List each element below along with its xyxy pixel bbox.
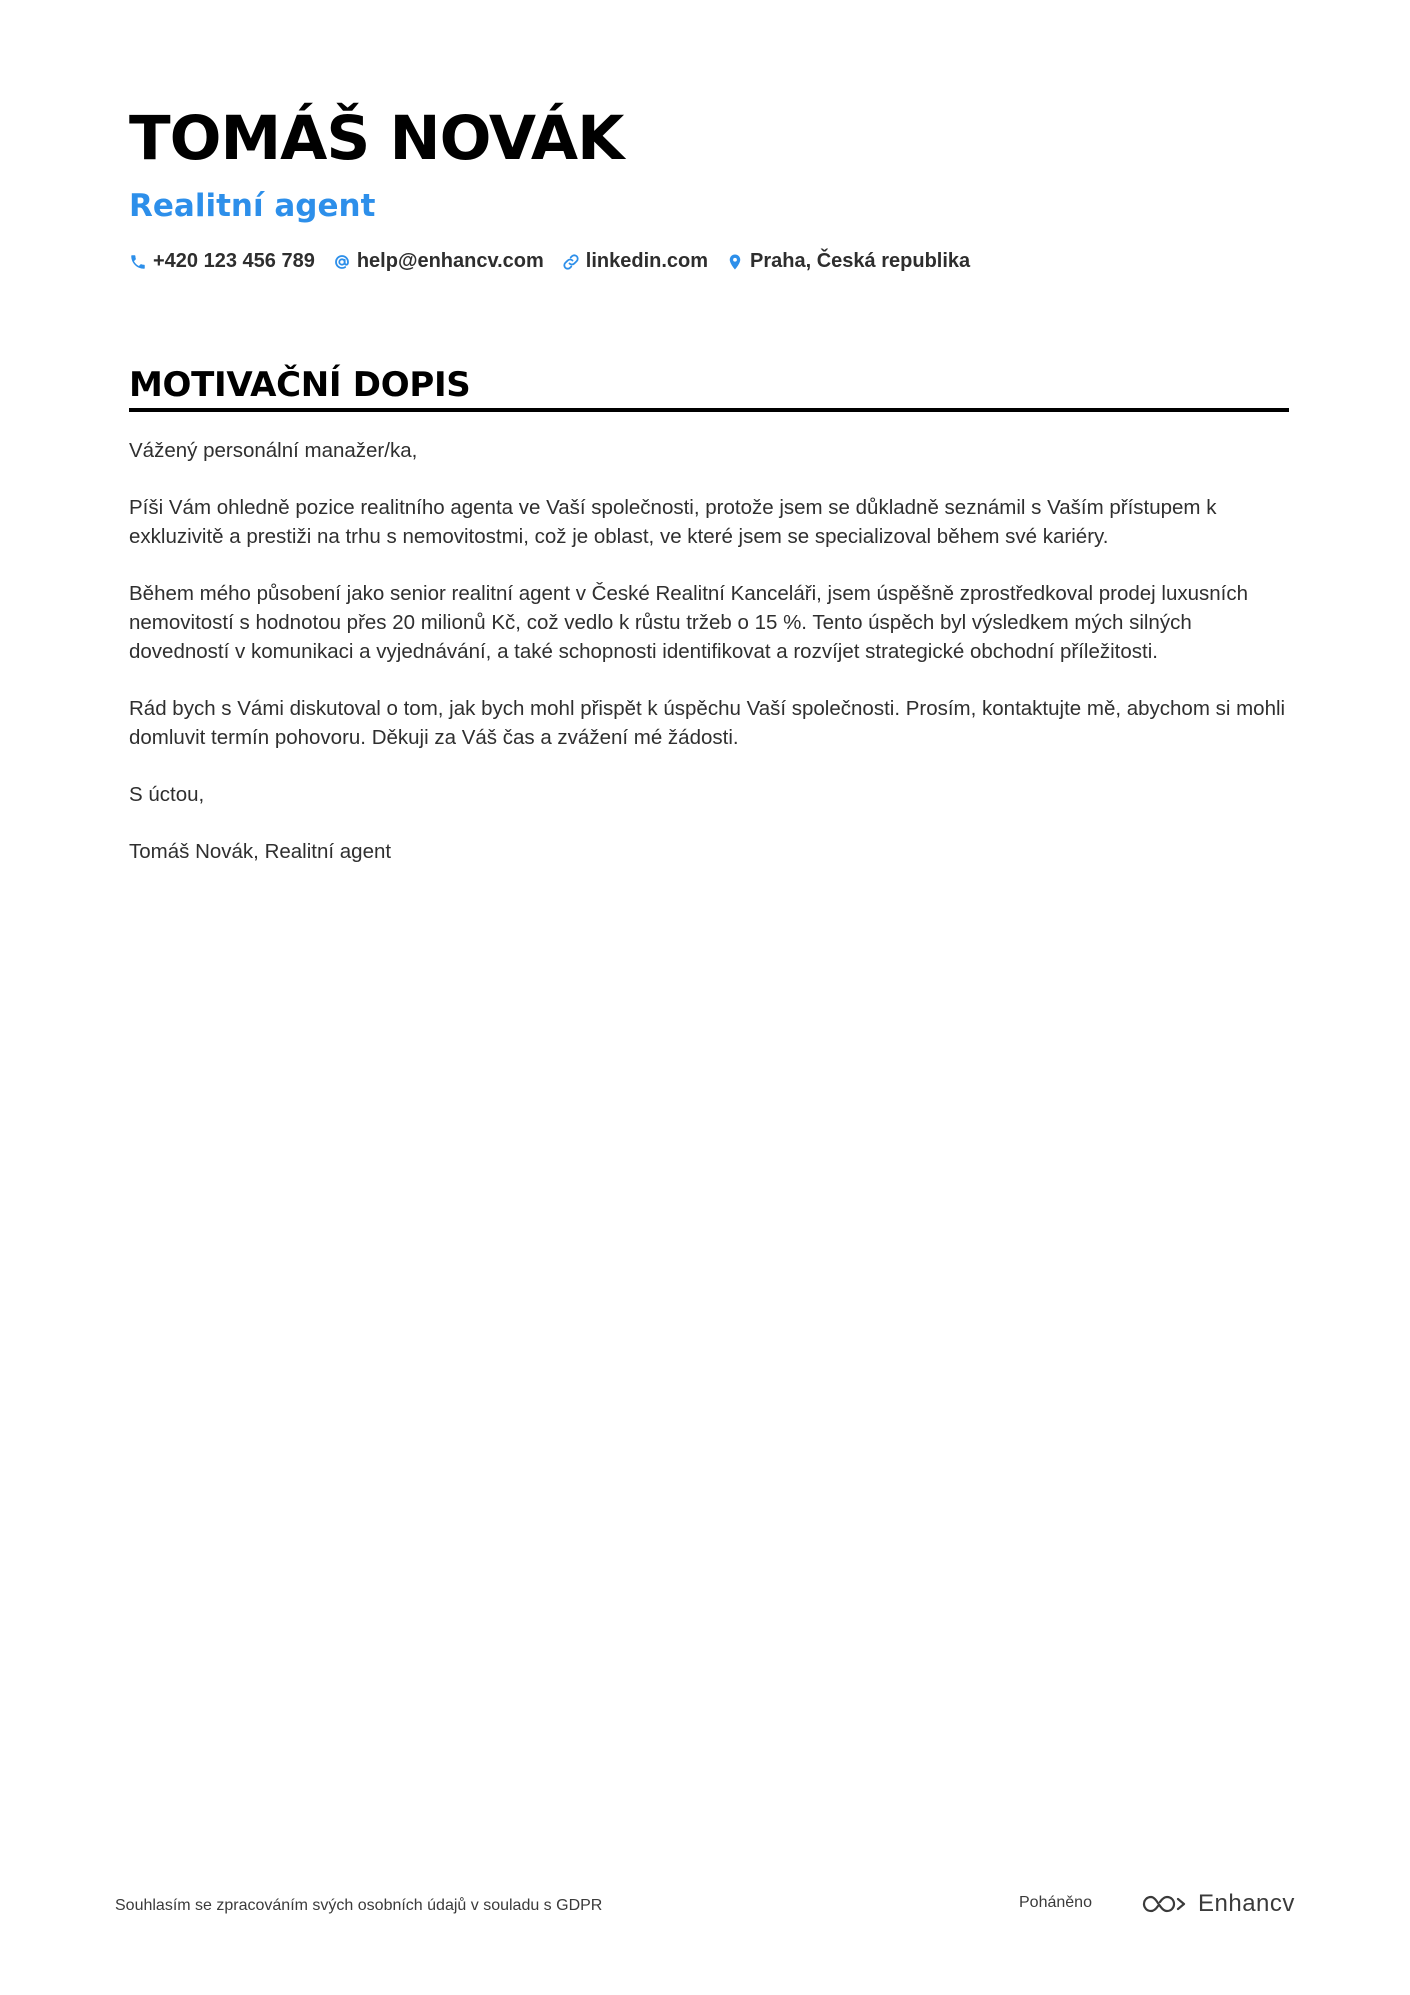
letter-closing: S úctou,	[129, 783, 205, 806]
contact-location	[726, 250, 970, 273]
powered-by-label: Poháněno	[1019, 1894, 1092, 1911]
contact-phone[interactable]	[129, 250, 315, 273]
link-icon	[562, 253, 580, 271]
phone-icon	[129, 253, 147, 271]
footer	[115, 1890, 1295, 1930]
candidate-role: Realitní agent	[129, 188, 376, 224]
contact-linkedin-text: linkedin.com	[585, 250, 709, 272]
section-divider	[129, 408, 1289, 412]
brand-logo[interactable]	[1140, 1890, 1295, 1918]
candidate-name: TOMÁŠ NOVÁK	[129, 103, 624, 174]
cover-letter-section	[129, 365, 1289, 894]
letter-body	[129, 436, 1289, 866]
location-icon	[726, 253, 744, 271]
contact-bar	[129, 250, 1289, 273]
contact-phone-text: +420 123 456 789	[153, 250, 315, 272]
contact-location-text: Praha, Česká republika	[750, 250, 971, 272]
gdpr-consent-text: Souhlasím se zpracováním svých osobních údajů v souladu s GDPR	[115, 1897, 603, 1914]
letter-salutation: Vážený personální manažer/ka,	[129, 439, 418, 462]
letter-paragraph: Během mého působení jako senior realitní agent v České Realitní Kanceláři, jsem úspěšně zprostředkoval prodej luxusních nemovitostí s hodnotou přes 20 milionů Kč, což vedlo k růstu tržeb o 15 %. Tento úspěch byl výsledkem mých silných dovedností v komunikaci a vyjednávání, a také schopnosti identifikovat a rozvíjet strategické obchodní příležitosti.	[129, 582, 1249, 663]
at-icon	[333, 253, 351, 271]
letter-paragraph: Píši Vám ohledně pozice realitního agenta ve Vaší společnosti, protože jsem se důkladně seznámil s Vaším přístupem k exkluzivitě a prestiži na trhu s nemovitostmi, což je oblast, ve které jsem se specializoval během své kariéry.	[129, 496, 1217, 548]
contact-email[interactable]	[333, 250, 544, 273]
contact-linkedin[interactable]	[562, 250, 708, 273]
enhancv-logo-icon	[1140, 1891, 1188, 1917]
section-title: MOTIVAČNÍ DOPIS	[129, 365, 471, 405]
letter-signature: Tomáš Novák, Realitní agent	[129, 840, 392, 863]
brand-name: Enhancv	[1198, 1890, 1295, 1917]
contact-email-text: help@enhancv.com	[356, 250, 544, 272]
header	[129, 103, 1289, 273]
letter-paragraph: Rád bych s Vámi diskutoval o tom, jak bych mohl přispět k úspěchu Vaší společnosti. Prosím, kontaktujte mě, abychom si mohli domluvit termín pohovoru. Děkuji za Váš čas a zvážení mé žádosti.	[129, 697, 1286, 749]
